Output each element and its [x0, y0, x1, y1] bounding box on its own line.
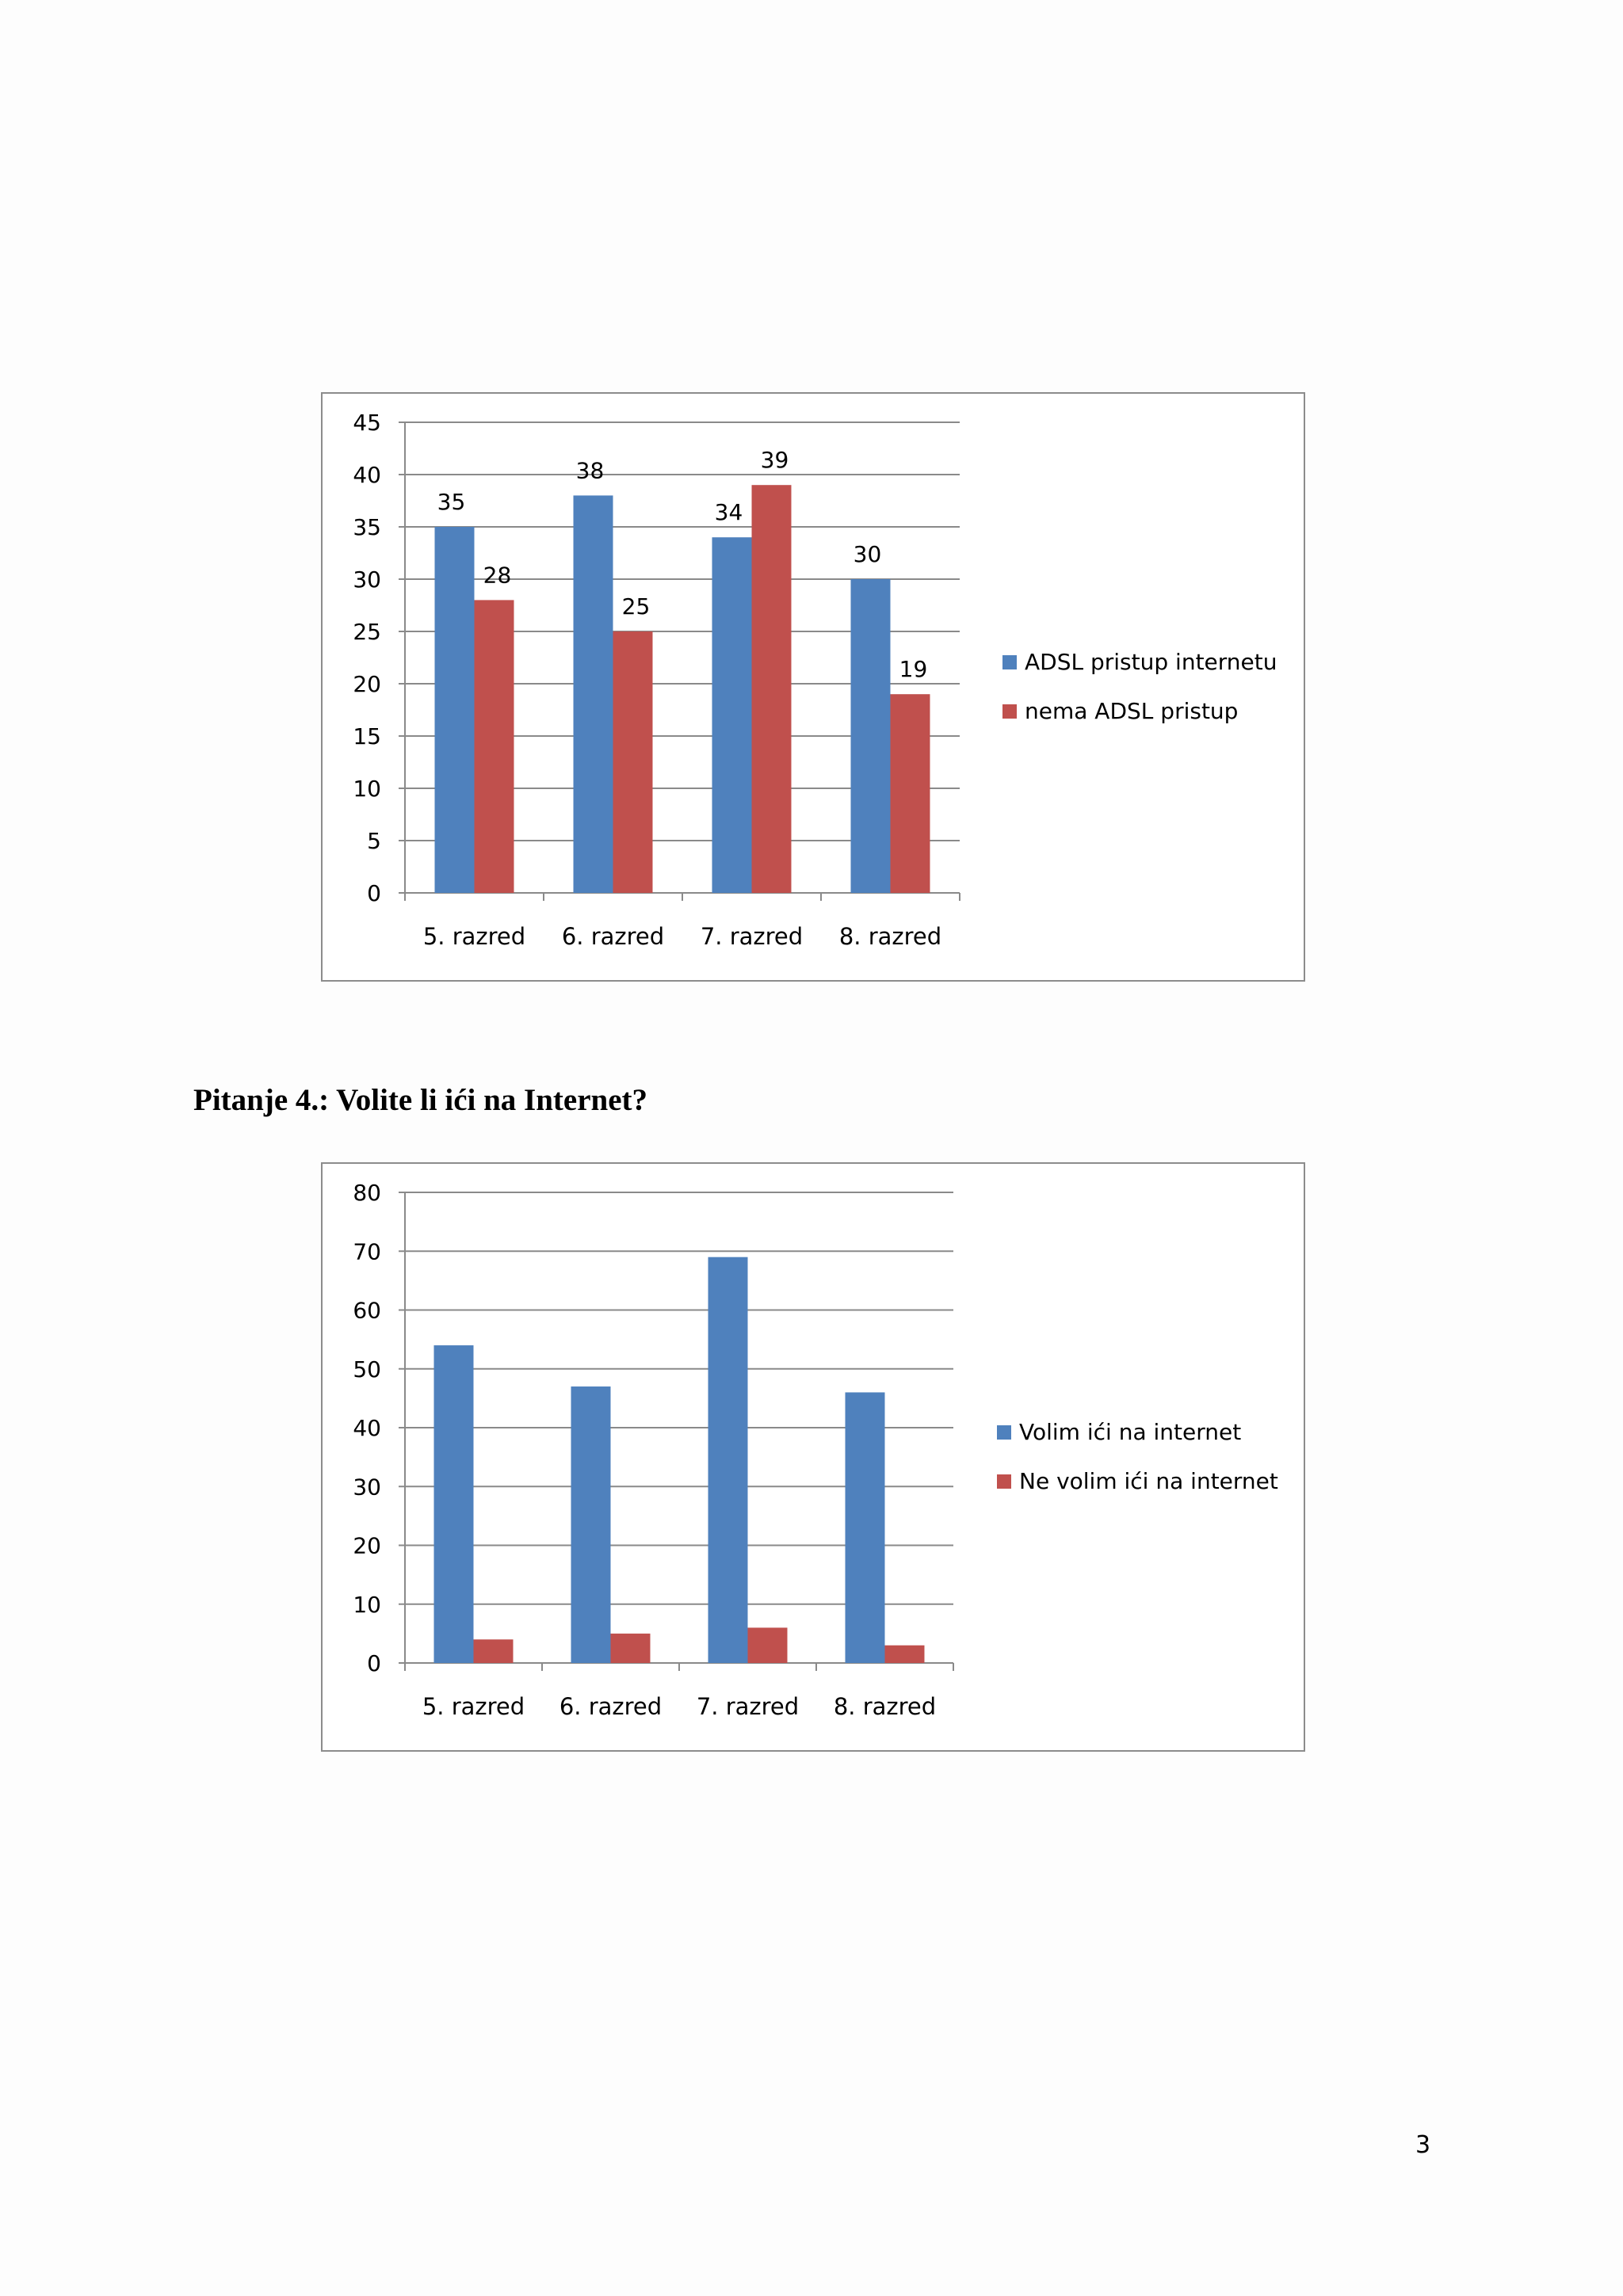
bar	[435, 527, 475, 893]
bar	[611, 1634, 651, 1663]
bar	[851, 579, 891, 893]
data-label: 30	[853, 541, 882, 567]
bar	[474, 1639, 514, 1663]
data-label: 35	[437, 489, 466, 515]
bar	[846, 1392, 885, 1663]
bar	[752, 485, 792, 893]
y-tick-label: 60	[353, 1297, 381, 1324]
bar	[574, 495, 613, 893]
legend-label: Ne volim ići na internet	[1019, 1468, 1278, 1494]
bar	[712, 537, 752, 893]
legend-label: ADSL pristup internetu	[1025, 649, 1277, 675]
y-tick-label: 15	[353, 723, 381, 749]
bar	[708, 1257, 748, 1663]
bar	[613, 631, 653, 893]
bar	[885, 1646, 925, 1663]
x-tick-label: 8. razred	[838, 923, 942, 950]
data-label: 19	[899, 656, 928, 683]
y-tick-label: 35	[353, 514, 381, 540]
y-tick-label: 0	[367, 1650, 381, 1676]
y-tick-label: 5	[367, 828, 381, 854]
y-tick-label: 80	[353, 1180, 381, 1206]
page-number: 3	[1415, 2131, 1431, 2159]
x-tick-label: 6. razred	[561, 923, 665, 950]
y-tick-label: 70	[353, 1238, 381, 1265]
x-tick-label: 7. razred	[696, 1693, 800, 1720]
legend-label: Volim ići na internet	[1019, 1419, 1242, 1445]
x-tick-label: 5. razred	[422, 1693, 525, 1720]
legend-label: nema ADSL pristup	[1025, 698, 1239, 724]
y-tick-label: 0	[367, 880, 381, 906]
bar	[434, 1345, 474, 1663]
legend-swatch	[1002, 655, 1017, 669]
bar	[891, 694, 930, 893]
data-label: 34	[714, 499, 743, 526]
y-tick-label: 30	[353, 1474, 381, 1501]
y-tick-label: 20	[353, 671, 381, 697]
data-label: 25	[621, 593, 651, 620]
legend-swatch	[997, 1425, 1011, 1440]
x-tick-label: 5. razred	[422, 923, 526, 950]
chart-adsl-access-svg	[323, 394, 1307, 983]
y-tick-label: 45	[353, 410, 381, 436]
bar	[748, 1627, 788, 1663]
y-tick-label: 10	[353, 776, 381, 802]
y-tick-label: 40	[353, 1415, 381, 1441]
y-tick-label: 40	[353, 462, 381, 488]
question-heading: Pitanje 4.: Volite li ići na Internet?	[193, 1083, 648, 1117]
x-tick-label: 6. razred	[559, 1693, 663, 1720]
y-tick-label: 10	[353, 1591, 381, 1618]
y-tick-label: 20	[353, 1532, 381, 1559]
chart-adsl-access	[321, 392, 1305, 982]
x-tick-label: 8. razred	[833, 1693, 937, 1720]
legend-swatch	[997, 1474, 1011, 1489]
bar	[571, 1386, 611, 1663]
y-tick-label: 50	[353, 1356, 381, 1383]
data-label: 39	[760, 447, 789, 474]
x-tick-label: 7. razred	[700, 923, 804, 950]
data-label: 28	[483, 562, 512, 589]
data-label: 38	[575, 457, 605, 484]
y-tick-label: 30	[353, 566, 381, 593]
legend-swatch	[1002, 704, 1017, 719]
bar	[475, 600, 514, 893]
chart-like-internet	[321, 1162, 1305, 1752]
chart-like-internet-svg	[323, 1164, 1307, 1753]
y-tick-label: 25	[353, 619, 381, 645]
